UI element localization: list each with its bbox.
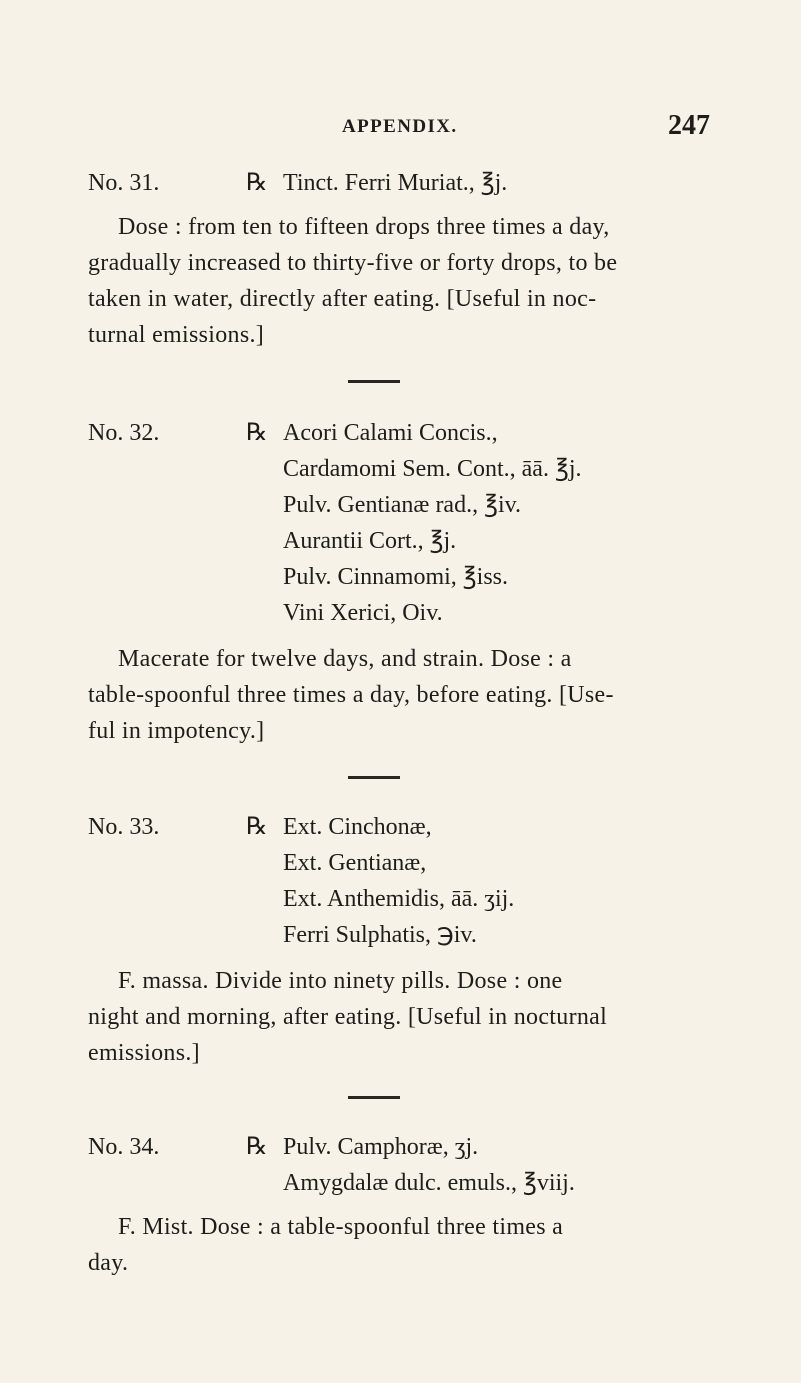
section-divider xyxy=(348,380,400,383)
recipe-symbol: ℞ xyxy=(246,170,268,196)
dose-text-line: gradually increased to thirty-five or forty drops, to be xyxy=(88,250,618,276)
ingredient-line: Acori Calami Concis., xyxy=(283,420,498,446)
recipe-symbol: ℞ xyxy=(246,1134,268,1160)
ingredient-line: Pulv. Cinnamomi, ℥iss. xyxy=(283,564,508,590)
ingredient-line: Ferri Sulphatis, ℈iv. xyxy=(283,922,477,948)
ingredient-line: Ext. Anthemidis, āā. ʒij. xyxy=(283,886,515,912)
ingredient-line: Cardamomi Sem. Cont., āā. ℥j. xyxy=(283,456,582,482)
dose-text-line: Macerate for twelve days, and strain. Dose : a xyxy=(118,646,572,672)
dose-text-line: ful in impotency.] xyxy=(88,718,265,744)
prescription-number: No. 31. xyxy=(88,170,160,196)
ingredient-line: Pulv. Camphoræ, ʒj. xyxy=(283,1134,479,1160)
dose-text-line: Dose : from ten to fifteen drops three times a day, xyxy=(118,214,610,240)
dose-text-line: emissions.] xyxy=(88,1040,200,1066)
running-head: APPENDIX. xyxy=(342,116,458,137)
section-divider xyxy=(348,776,400,779)
dose-text-line: day. xyxy=(88,1250,129,1276)
prescription-number: No. 34. xyxy=(88,1134,160,1160)
ingredient-line: Ext. Gentianæ, xyxy=(283,850,427,876)
page-header xyxy=(90,110,710,146)
ingredient-line: Pulv. Gentianæ rad., ℥iv. xyxy=(283,492,522,518)
ingredient-line: Ext. Cinchonæ, xyxy=(283,814,432,840)
ingredient-line: Tinct. Ferri Muriat., ℥j. xyxy=(283,170,508,196)
page-number: 247 xyxy=(668,110,710,141)
prescription-number: No. 32. xyxy=(88,420,160,446)
ingredient-line: Vini Xerici, Oiv. xyxy=(283,600,443,626)
dose-text-line: night and morning, after eating. [Useful in nocturnal xyxy=(88,1004,608,1030)
recipe-symbol: ℞ xyxy=(246,420,268,446)
dose-text-line: taken in water, directly after eating. [Useful in noc- xyxy=(88,286,597,312)
section-divider xyxy=(348,1096,400,1099)
recipe-symbol: ℞ xyxy=(246,814,268,840)
dose-text-line: turnal emissions.] xyxy=(88,322,265,348)
prescription-number: No. 33. xyxy=(88,814,160,840)
dose-text-line: F. massa. Divide into ninety pills. Dose : one xyxy=(118,968,563,994)
ingredient-line: Amygdalæ dulc. emuls., ℥viij. xyxy=(283,1170,575,1196)
dose-text-line: table-spoonful three times a day, before eating. [Use- xyxy=(88,682,614,708)
dose-text-line: F. Mist. Dose : a table-spoonful three times a xyxy=(118,1214,564,1240)
ingredient-line: Aurantii Cort., ℥j. xyxy=(283,528,457,554)
